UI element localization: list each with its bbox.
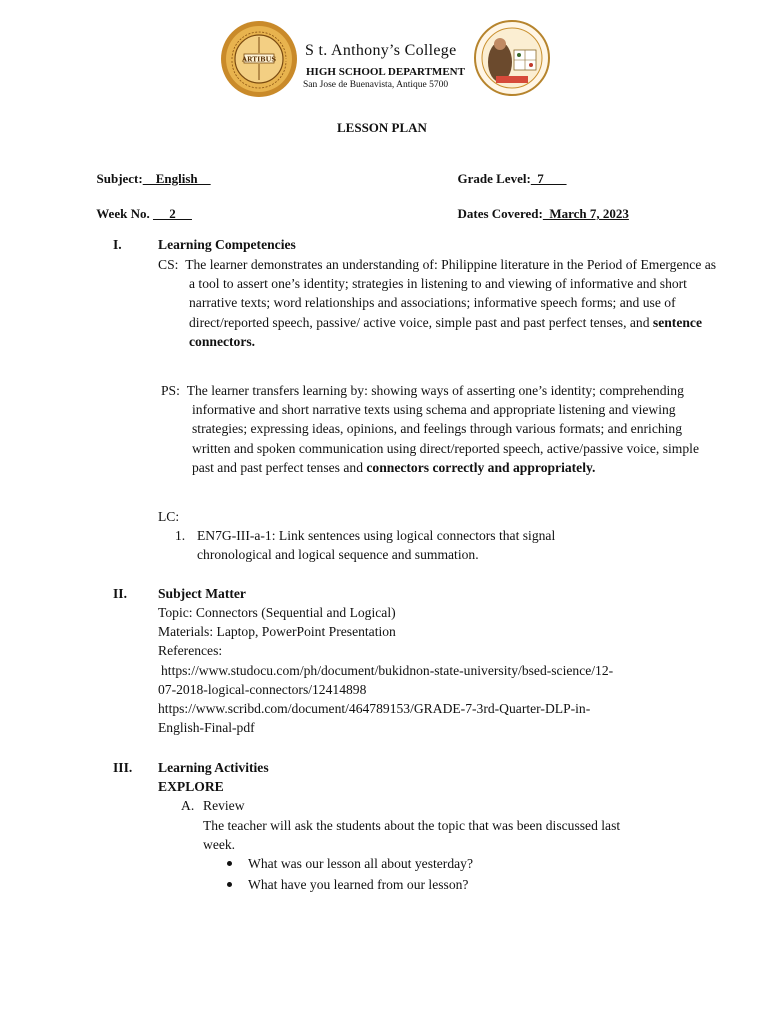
subject-field [90,155,211,187]
section-1-number: I. [113,237,122,252]
review-text-line-2: week. [203,837,236,852]
seal-right-icon [474,20,550,96]
dates-value: March 7, 2023 [542,206,629,221]
college-seal-right [474,20,550,101]
subject-value: English [142,171,211,186]
reference-1-line-1: https://www.studocu.com/ph/document/bukidnon-state-university/bsed-science/12- [161,663,614,678]
topic-line: Topic: Connectors (Sequential and Logical) [158,605,396,620]
ps-text: The learner transfers learning by: showing ways of asserting one’s identity; comprehending informative and short narrative texts using schema and appropriate listening and viewing strategies; expressing ideas, opinions, and feelings through various formats; and enriching written and spoken communication using direct/reported speech, active/passive voice, simple past and past perfect tenses and [186,383,699,475]
cs-text: The learner demonstrates an understanding of: Philippine literature in the Period of Emergence as a tool to assert one’s identity; strategies in listening to and viewing of informative and short narrative texts; word relationships and associations; informative speech forms; and use of direct/reported speech, passive/ active voice, simple past and past perfect tenses, and [185,257,717,330]
document-title: LESSON PLAN [337,120,427,135]
dates-label: Dates Covered: [457,206,543,221]
bullet-icon [227,882,232,887]
review-text-line-1: The teacher will ask the students about the topic that was been discussed last [203,818,621,833]
college-seal-left [220,20,298,103]
grade-label: Grade Level: [457,171,531,186]
lc-item-number: 1. [175,528,186,543]
subject-label: Subject: [96,171,143,186]
lc-item-text: EN7G-III-a-1: Link sentences using logical connectors that signal chronological and logical sequence and summation. [197,528,556,563]
section-2-heading: Subject Matter [158,586,246,601]
lc-label: LC: [158,509,180,524]
ps-bold: connectors correctly and appropriately. [366,459,596,475]
materials-line: Materials: Laptop, PowerPoint Presentation [158,624,396,639]
section-2-number: II. [113,586,127,601]
cs-paragraph [158,255,717,351]
grade-value: 7 [530,171,567,186]
grade-level-field [451,155,567,187]
explore-heading: EXPLORE [158,779,224,794]
cs-label: CS: [158,257,179,272]
bullet-item: What was our lesson all about yesterday? [248,856,473,871]
cs-bold: sentence connectors. [189,314,702,349]
reference-2-line-1: https://www.scribd.com/document/464789153/GRADE-7-3rd-Quarter-DLP-in- [158,701,591,716]
dates-field [451,190,629,222]
references-label: References: [158,643,223,658]
section-3-heading: Learning Activities [158,760,269,775]
week-value: 2 [152,206,192,221]
seal-left-ribbon: ARTIBUS [241,55,277,64]
college-address: San Jose de Buenavista, Antique 5700 [303,80,449,90]
college-name: S t. Anthony’s College [305,42,457,59]
reference-1-line-2: 07-2018-logical-connectors/12414898 [158,682,367,697]
department-name: HIGH SCHOOL DEPARTMENT [306,66,465,78]
section-3-number: III. [113,760,133,775]
ps-paragraph [161,381,720,477]
week-field [90,190,192,222]
section-1-heading: Learning Competencies [158,237,296,252]
seal-left-icon [220,20,298,98]
bullet-icon [227,861,232,866]
item-a-label: A. [181,798,195,813]
ps-label: PS: [161,383,180,398]
item-a-title: Review [203,798,245,813]
reference-2-line-2: English-Final-pdf [158,720,255,735]
week-label: Week No. [96,206,150,221]
bullet-item: What have you learned from our lesson? [248,877,469,892]
